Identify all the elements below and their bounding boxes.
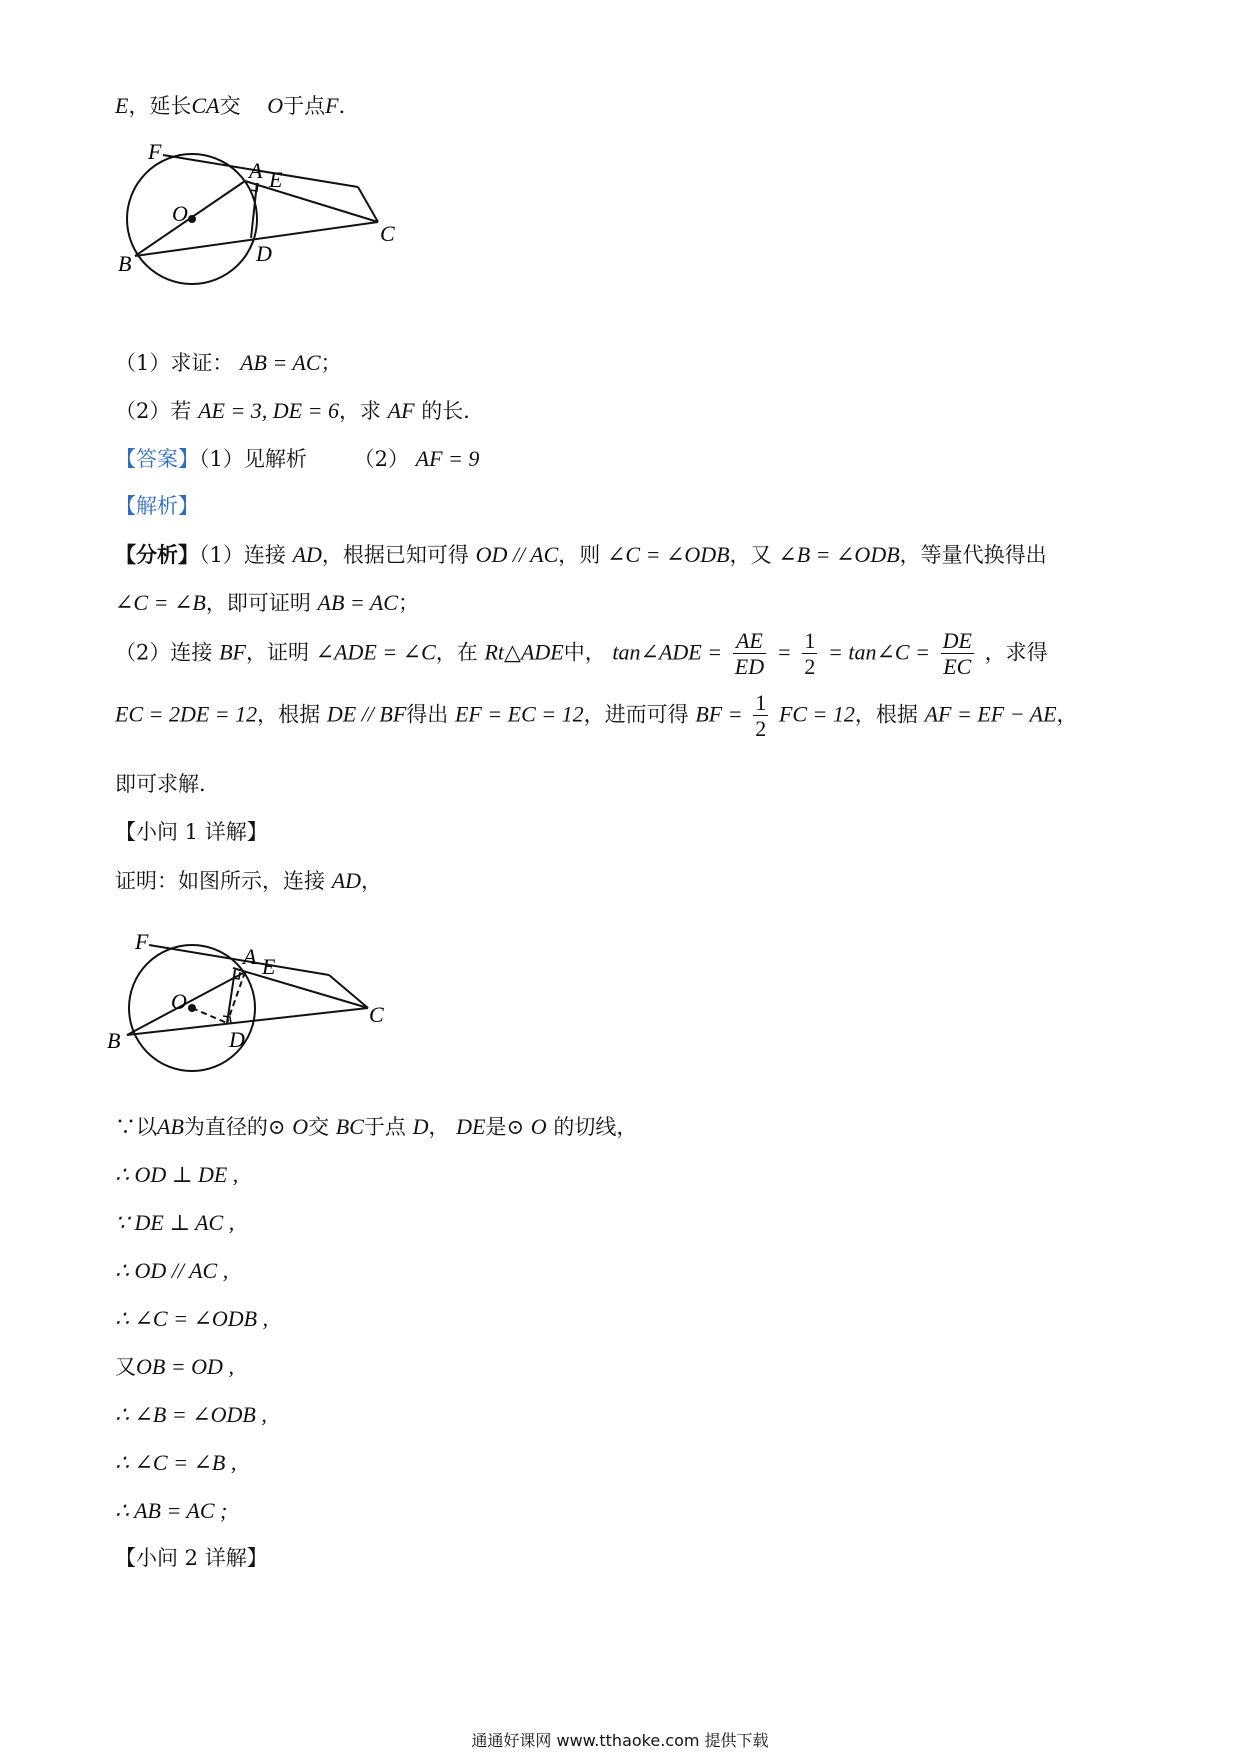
jiexi-tag: 【解析】 xyxy=(115,494,199,518)
part-1-title: 【小问 1 详解】 xyxy=(115,820,268,844)
proof-step-2: ∴ OD ⊥ DE , xyxy=(115,1162,239,1187)
svg-text:B: B xyxy=(118,251,132,276)
svg-text:B: B xyxy=(107,1028,121,1053)
svg-text:D: D xyxy=(256,241,272,266)
analysis-line-5: 即可求解． xyxy=(115,772,220,796)
analysis-line-3: （2）连接 BF，证明 ∠ADE = ∠C，在 Rt△ADE中， tan∠ADE = $\frac{AE}{ED}$ = $\frac{1}{2}$ = tan∠C = $\frac{DE}{EC}$ ，求得 xyxy=(115,628,1048,680)
svg-text:F: F xyxy=(135,929,149,954)
analysis-tag: 【分析】 xyxy=(115,542,199,567)
svg-text:E: E xyxy=(269,167,283,192)
part-1-intro: 证明：如图所示，连接 AD， xyxy=(115,868,383,893)
answer-line: 【答案】（1）见解析 （2） AF = 9 xyxy=(115,446,480,471)
point-e: E xyxy=(115,93,129,118)
proof-step-7: ∴ ∠B = ∠ODB , xyxy=(115,1402,267,1427)
proof-step-6: 又OB = OD , xyxy=(115,1354,234,1379)
svg-text:A: A xyxy=(249,158,263,183)
fraction-ae-ed: $\frac{AE}{ED}$ xyxy=(734,628,765,680)
question-2: （2）若 AE = 3, DE = 6，求 AF 的长． xyxy=(115,398,485,423)
jiexi-line xyxy=(115,494,199,519)
svg-text:E: E xyxy=(262,954,276,979)
svg-text:C: C xyxy=(369,1002,384,1027)
fraction-de-ec: $\frac{DE}{EC}$ xyxy=(942,628,972,680)
fraction-one-half: $\frac{1}{2}$ xyxy=(804,628,816,680)
analysis-line-2: ∠C = ∠B，即可证明 AB = AC； xyxy=(115,590,419,615)
question-1: （1）求证： AB = AC； xyxy=(115,350,342,375)
svg-text:D: D xyxy=(229,1027,245,1052)
proof-step-1: ∵以AB为直径的⊙ O交 BC于点 D， DE是⊙ O 的切线， xyxy=(115,1114,638,1139)
proof-step-4: ∴ OD // AC , xyxy=(115,1258,229,1283)
analysis-line-1: 【分析】（1）连接 AD，根据已知可得 OD // AC，则 ∠C = ∠ODB，又 ∠B = ∠ODB，等量代换得出 xyxy=(115,542,1047,567)
proof-step-3: ∵ DE ⊥ AC , xyxy=(115,1210,235,1235)
svg-text:O: O xyxy=(172,201,188,226)
svg-text:O: O xyxy=(171,989,187,1014)
geometry-figure-2 xyxy=(105,920,405,1080)
svg-text:F: F xyxy=(148,139,162,164)
proof-step-8: ∴ ∠C = ∠B , xyxy=(115,1450,237,1475)
intro-line: E，延长CA交 O于点F． xyxy=(115,93,360,118)
center-point xyxy=(188,1004,196,1012)
part-2-title: 【小问 2 详解】 xyxy=(115,1546,268,1570)
fraction-one-half-2: $\frac{1}{2}$ xyxy=(755,690,767,742)
segment-od-dashed xyxy=(192,1008,227,1023)
proof-step-9: ∴ AB = AC ; xyxy=(115,1498,228,1523)
svg-text:C: C xyxy=(380,221,395,246)
line-ac xyxy=(233,968,368,1008)
geometry-figure-1 xyxy=(110,135,420,305)
analysis-line-4: EC = 2DE = 12，根据 DE // BF得出 EF = EC = 12，进而可得 BF = $\frac{1}{2}$ FC = 12，根据 AF = EF − AE， xyxy=(115,690,1078,742)
page-footer: 通通好课网 www.tthaoke.com 提供下载 xyxy=(471,1731,769,1750)
answer-tag: 【答案】 xyxy=(115,447,199,471)
line-bc xyxy=(127,1008,368,1035)
center-point xyxy=(188,215,196,223)
svg-text:A: A xyxy=(243,944,257,969)
proof-step-5: ∴ ∠C = ∠ODB , xyxy=(115,1306,269,1331)
